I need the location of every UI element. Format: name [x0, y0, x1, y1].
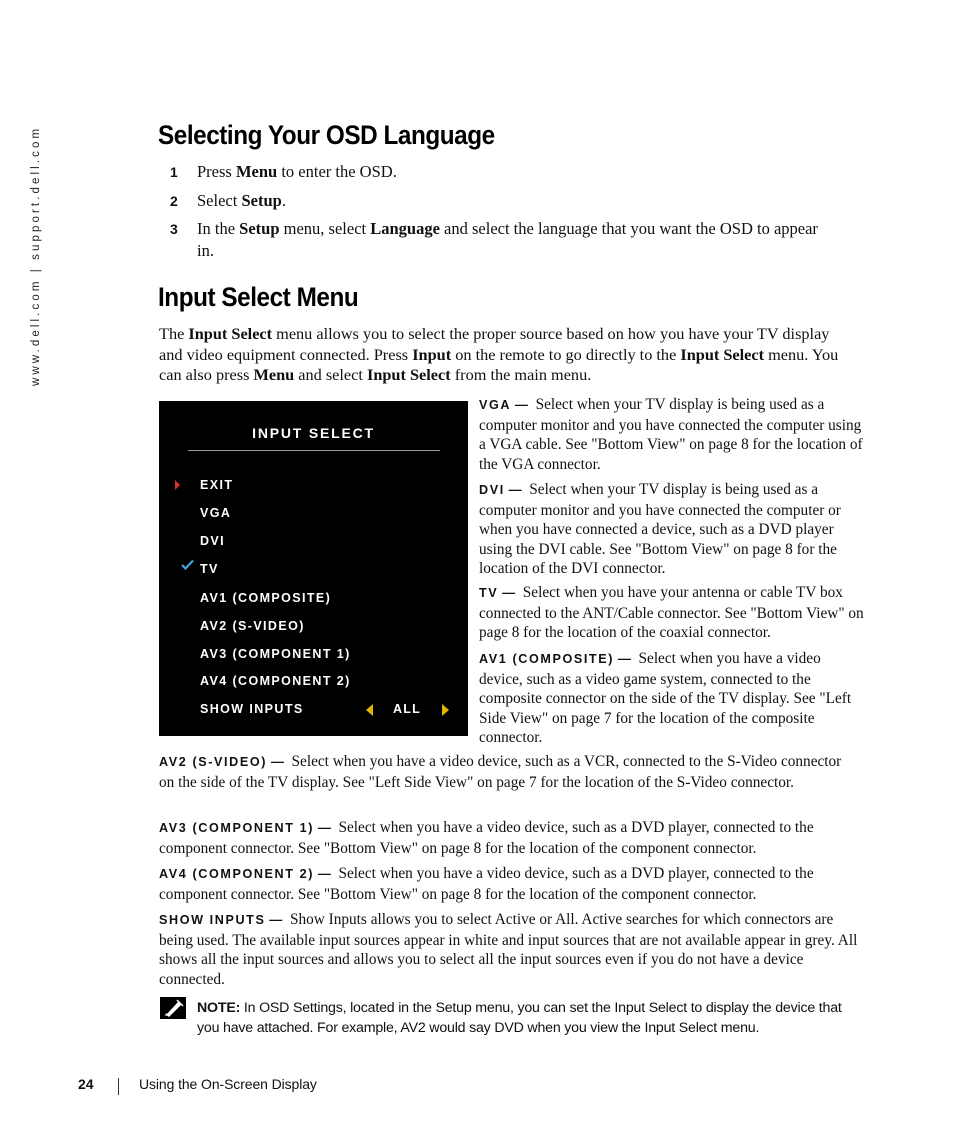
step-number: 3: [170, 221, 178, 237]
step-number: 2: [170, 193, 178, 209]
arrow-left-icon[interactable]: [366, 704, 373, 716]
desc-av4: AV4 (COMPONENT 2) — Select when you have a video device, such as a DVD player, connected to the component connector. See "Bottom View" on page 8 for the location of the component connector.: [159, 865, 814, 903]
term-label: AV3 (COMPONENT 1): [159, 821, 315, 835]
sidebar-url: www.dell.com | support.dell.com: [30, 125, 42, 386]
osd-item-tv[interactable]: TV: [200, 562, 219, 576]
intro-paragraph: The Input Select menu allows you to select the proper source based on how you have your TV display and video equipment connected. Press Input on the remote to go directly to the Input Select menu. You can also press Menu and select Input Select from the main menu.: [159, 324, 839, 384]
selection-arrow-icon: [175, 480, 180, 490]
osd-title: INPUT SELECT: [252, 425, 375, 441]
chapter-title: Using the On-Screen Display: [139, 1076, 317, 1092]
heading-osd-language: Selecting Your OSD Language: [158, 120, 495, 150]
desc-av2: AV2 (S-VIDEO) — Select when you have a video device, such as a VCR, connected to the S-Video connector on the side of the TV display. See "Left Side View" on page 7 for the location of the S-Video connector.: [159, 753, 842, 791]
desc-av3: AV3 (COMPONENT 1) — Select when you have a video device, such as a DVD player, connected to the component connector. See "Bottom View" on page 8 for the location of the component connector.: [159, 819, 814, 857]
osd-item-av3[interactable]: AV3 (COMPONENT 1): [200, 647, 351, 661]
show-inputs-value: ALL: [393, 702, 421, 716]
heading-input-select-menu: Input Select Menu: [158, 282, 359, 312]
step-2: 2 Select Setup.: [170, 191, 286, 210]
osd-item-av1[interactable]: AV1 (COMPOSITE): [200, 591, 332, 605]
osd-item-dvi[interactable]: DVI: [200, 534, 226, 548]
osd-item-vga[interactable]: VGA: [200, 506, 232, 520]
check-icon: [181, 559, 194, 570]
osd-divider: [188, 450, 440, 451]
note-paragraph: NOTE: In OSD Settings, located in the Setup menu, you can set the Input Select to display the device that you have attached. For example, AV2 would say DVD when you view the Input Select menu.: [197, 1000, 842, 1036]
desc-tv: TV — Select when you have your antenna or cable TV box connected to the ANT/Cable connector. See "Bottom View" on page 8 for the location of the coaxial connector.: [479, 584, 864, 642]
step-1: 1 Press Menu to enter the OSD.: [170, 162, 397, 181]
osd-item-av2[interactable]: AV2 (S-VIDEO): [200, 619, 305, 633]
term-label: VGA: [479, 398, 512, 412]
term-label: DVI: [479, 483, 505, 497]
term-label: SHOW INPUTS: [159, 913, 266, 927]
desc-av1: AV1 (COMPOSITE) — Select when you have a video device, such as a video game system, connected to the composite connector on the side of the TV display. See "Left Side View" on page 7 for the location of the composite connector.: [479, 650, 852, 747]
footer-divider: [118, 1078, 119, 1095]
osd-item-show-inputs[interactable]: SHOW INPUTS: [200, 702, 304, 716]
page-number: 24: [78, 1076, 94, 1092]
step-3: 3 In the Setup menu, select Language and select the language that you want the OSD to appear in.: [170, 219, 818, 260]
term-label: AV4 (COMPONENT 2): [159, 867, 315, 881]
note-label: NOTE:: [197, 1000, 241, 1016]
term-label: TV: [479, 586, 499, 600]
osd-input-select-screen: [159, 401, 468, 736]
note-pencil-icon: [160, 997, 186, 1019]
osd-item-av4[interactable]: AV4 (COMPONENT 2): [200, 674, 351, 688]
arrow-right-icon[interactable]: [442, 704, 449, 716]
term-label: AV1 (COMPOSITE): [479, 652, 615, 666]
step-number: 1: [170, 164, 178, 180]
osd-item-exit[interactable]: EXIT: [200, 478, 234, 492]
desc-dvi: DVI — Select when your TV display is being used as a computer monitor and you have connected the computer or when you have connected a device, such as a DVD player using the DVI cable. See "Bottom View" on page 8 for the location of the DVI connector.: [479, 481, 841, 578]
term-label: AV2 (S-VIDEO): [159, 755, 268, 769]
desc-show-inputs: SHOW INPUTS — Show Inputs allows you to select Active or All. Active searches for which connectors are being used. The available input sources appear in white and input sources that are not available appear in grey. All shows all the input sources and allows you to select all the input sources even if you do not have a device connected.: [159, 911, 858, 988]
desc-vga: VGA — Select when your TV display is being used as a computer monitor and you have connected the computer using a VGA cable. See "Bottom View" on page 8 for the location of the VGA connector.: [479, 396, 863, 473]
